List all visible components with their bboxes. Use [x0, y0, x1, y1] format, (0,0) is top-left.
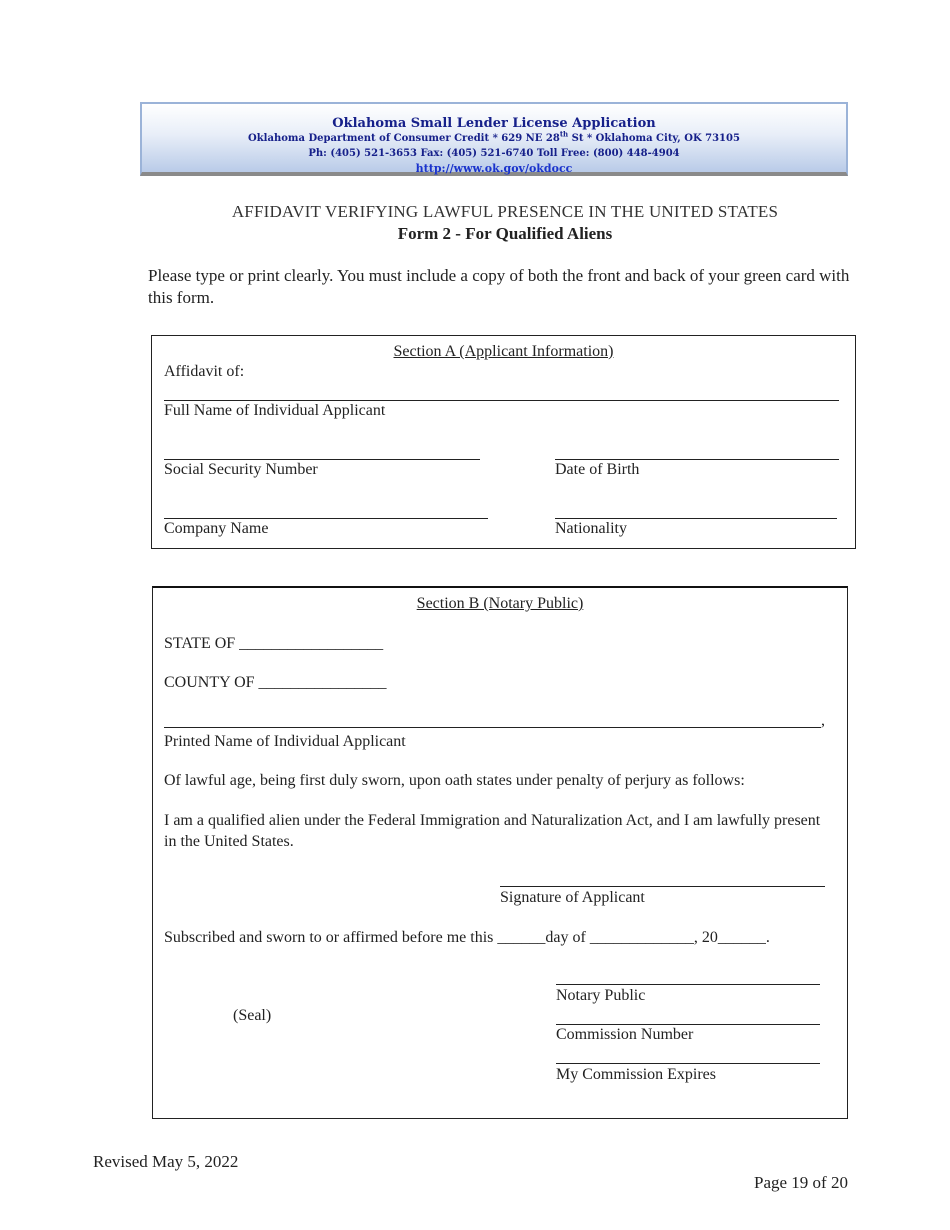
- commission-number-label: Commission Number: [556, 1026, 694, 1043]
- notary-public-line[interactable]: [556, 984, 820, 985]
- printed-name-label: Printed Name of Individual Applicant: [164, 733, 406, 750]
- nationality-line[interactable]: [555, 518, 837, 519]
- affidavit-of-label: Affidavit of:: [164, 363, 245, 380]
- commission-expires-line[interactable]: [556, 1063, 820, 1064]
- dob-line[interactable]: [555, 459, 839, 460]
- dob-label: Date of Birth: [555, 461, 640, 478]
- header-url-link[interactable]: http://www.ok.gov/okdocc: [415, 162, 573, 175]
- revised-date: Revised May 5, 2022: [93, 1152, 239, 1171]
- document-subtitle: Form 2 - For Qualified Aliens: [397, 224, 613, 243]
- printed-name-line[interactable]: [164, 727, 821, 728]
- printed-name-comma: ,: [821, 712, 825, 729]
- notary-public-label: Notary Public: [556, 987, 646, 1004]
- section-b-heading: Section B (Notary Public): [416, 595, 584, 612]
- header-phone: Ph: (405) 521-3653 Fax: (405) 521-6740 Toll Free: (800) 448-4904: [308, 148, 680, 159]
- header-address-suffix: St * Oklahoma City, OK 73105: [568, 133, 740, 144]
- instructions-text: Please type or print clearly. You must include a copy of both the front and back of your green card with this form.: [148, 266, 850, 307]
- qualified-alien-text: I am a qualified alien under the Federal Immigration and Naturalization Act, and I am lawfully present in the United States.: [164, 812, 821, 850]
- document-title: AFFIDAVIT VERIFYING LAWFUL PRESENCE IN THE UNITED STATES: [231, 202, 779, 221]
- section-a-heading: Section A (Applicant Information): [393, 343, 614, 360]
- nationality-label: Nationality: [555, 520, 627, 537]
- full-name-line[interactable]: [164, 400, 839, 401]
- page-number: Page 19 of 20: [754, 1173, 848, 1192]
- ssn-label: Social Security Number: [164, 461, 318, 478]
- full-name-label: Full Name of Individual Applicant: [164, 402, 386, 419]
- header-address-prefix: Oklahoma Department of Consumer Credit * 629 NE 28: [248, 133, 560, 144]
- signature-line[interactable]: [500, 886, 825, 887]
- section-a-box: [151, 335, 856, 549]
- county-of-field[interactable]: COUNTY OF ________________: [164, 674, 387, 691]
- commission-expires-label: My Commission Expires: [556, 1066, 717, 1083]
- company-label: Company Name: [164, 520, 269, 537]
- subscribed-sworn-field[interactable]: Subscribed and sworn to or affirmed before me this ______day of _____________, 20______.: [164, 929, 770, 946]
- commission-number-line[interactable]: [556, 1024, 820, 1025]
- section-b-box: [152, 586, 848, 1119]
- header-banner: [140, 102, 848, 176]
- company-line[interactable]: [164, 518, 488, 519]
- header-title: Oklahoma Small Lender License Application: [332, 116, 656, 131]
- lawful-age-text: Of lawful age, being first duly sworn, upon oath states under penalty of perjury as follows:: [164, 772, 745, 789]
- signature-label: Signature of Applicant: [500, 889, 645, 906]
- header-address-sup: th: [559, 129, 569, 139]
- state-of-field[interactable]: STATE OF __________________: [164, 635, 384, 652]
- ssn-line[interactable]: [164, 459, 480, 460]
- seal-label: (Seal): [233, 1007, 272, 1024]
- header-address: [142, 131, 846, 146]
